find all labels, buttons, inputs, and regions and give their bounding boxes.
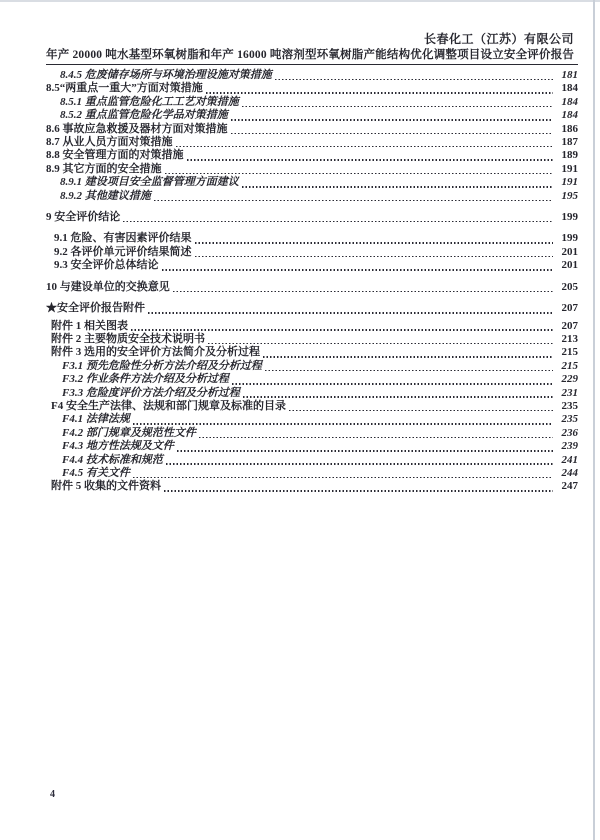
page-right-edge: [593, 0, 595, 840]
toc-entry-page-number: 213: [561, 332, 578, 345]
dot-leader: [208, 343, 553, 345]
toc-entry-page-number: 199: [561, 211, 578, 224]
toc-entry-page-number: 184: [561, 82, 578, 95]
dot-leader: [289, 410, 553, 412]
toc-entry-page-number: 235: [561, 413, 578, 426]
toc-entry-page-number: 187: [561, 136, 578, 149]
dot-leader: [173, 291, 553, 293]
toc-entry-page-number: 235: [561, 399, 578, 412]
header-report-title: 年产 20000 吨水基型环氧树脂和年产 16000 吨溶剂型环氧树脂产能结构优化调整项目设立安全评价报告: [46, 48, 578, 65]
dot-leader: [231, 119, 553, 121]
toc-entry[interactable]: [46, 467, 578, 480]
dot-leader: [164, 490, 553, 492]
table-of-contents: [46, 69, 578, 494]
toc-entry[interactable]: [46, 232, 578, 245]
toc-entry-label: 附件 3 选用的安全评价方法简介及分析过程: [51, 346, 260, 359]
toc-entry[interactable]: [46, 480, 578, 493]
toc-entry[interactable]: [46, 96, 578, 109]
toc-entry[interactable]: [46, 387, 578, 400]
toc-entry-label: 9.1 危险、有害因素评价结果: [54, 232, 192, 245]
toc-entry-label: F3.3 危险度评价方法介绍及分析过程: [62, 386, 240, 399]
toc-entry-page-number: 215: [561, 359, 578, 372]
toc-entry[interactable]: [46, 454, 578, 467]
toc-entry-page-number: 236: [561, 426, 578, 439]
toc-entry-label: F4.5 有关文件: [62, 466, 130, 479]
dot-leader: [187, 159, 554, 161]
toc-entry-label: 8.4.5 危废储存场所与环境治理设施对策措施: [60, 69, 272, 81]
toc-entry[interactable]: [46, 302, 578, 315]
dot-leader: [275, 79, 553, 81]
toc-entry[interactable]: [46, 440, 578, 453]
toc-entry-label: F4.3 地方性法规及文件: [62, 440, 174, 453]
toc-entry-page-number: 239: [561, 440, 578, 453]
dot-leader: [243, 396, 553, 398]
toc-entry[interactable]: [46, 346, 578, 359]
toc-entry-label: 附件 1 相关图表: [51, 319, 128, 332]
toc-entry-label: 附件 2 主要物质安全技术说明书: [51, 332, 205, 345]
toc-entry-page-number: 195: [561, 189, 578, 202]
toc-entry-page-number: 201: [561, 245, 578, 258]
dot-leader: [195, 242, 554, 244]
toc-entry[interactable]: [46, 136, 578, 149]
dot-leader: [199, 437, 553, 439]
dot-leader: [131, 329, 553, 331]
toc-entry[interactable]: [46, 320, 578, 333]
toc-entry-page-number: 231: [561, 386, 578, 399]
toc-entry-label: F4.1 法律法规: [62, 413, 130, 426]
toc-entry-label: 9.3 安全评价总体结论: [54, 259, 159, 272]
toc-entry[interactable]: [46, 82, 578, 95]
toc-entry-label: 8.9.1 建设项目安全监督管理方面建议: [60, 176, 239, 189]
dot-leader: [123, 221, 553, 223]
toc-entry-page-number: 191: [561, 176, 578, 189]
toc-entry-label: 8.5.2 重点监管危险化学品对策措施: [60, 109, 228, 122]
toc-entry[interactable]: [46, 190, 578, 203]
dot-leader: [166, 463, 553, 465]
toc-entry[interactable]: [46, 427, 578, 440]
toc-entry-page-number: 191: [561, 162, 578, 175]
dot-leader: [263, 356, 553, 358]
dot-leader: [176, 146, 554, 148]
dot-leader: [232, 383, 553, 385]
page-top-edge: [0, 0, 600, 2]
toc-entry-page-number: 199: [561, 232, 578, 245]
toc-entry[interactable]: [46, 413, 578, 426]
toc-entry-page-number: 229: [561, 373, 578, 386]
dot-leader: [206, 92, 553, 94]
page-content: [46, 32, 578, 494]
toc-entry[interactable]: [46, 69, 578, 82]
toc-entry-page-number: 189: [561, 149, 578, 162]
dot-leader: [242, 106, 553, 108]
toc-entry[interactable]: [46, 211, 578, 224]
dot-leader: [195, 256, 554, 258]
toc-entry-page-number: 205: [561, 280, 578, 293]
toc-entry-page-number: 215: [561, 346, 578, 359]
toc-entry-label: F3.1 预先危险性分析方法介绍及分析过程: [62, 359, 262, 372]
toc-entry-page-number: 244: [561, 466, 578, 479]
toc-entry-label: ★安全评价报告附件: [46, 302, 145, 315]
toc-entry-page-number: 186: [561, 122, 578, 135]
toc-entry-label: F4 安全生产法律、法规和部门规章及标准的目录: [51, 399, 286, 412]
toc-entry-label: F4.2 部门规章及规范性文件: [62, 426, 196, 439]
dot-leader: [162, 269, 554, 271]
toc-entry-label: F4.4 技术标准和规范: [62, 453, 163, 466]
dot-leader: [148, 312, 553, 314]
dot-leader: [242, 186, 553, 188]
dot-leader: [154, 200, 553, 202]
toc-entry-label: 8.9 其它方面的安全措施: [46, 162, 162, 175]
dot-leader: [231, 133, 554, 135]
toc-entry-label: F3.2 作业条件方法介绍及分析过程: [62, 373, 229, 386]
toc-entry[interactable]: [46, 149, 578, 162]
toc-entry-label: 8.7 从业人员方面对策措施: [46, 136, 173, 149]
toc-entry-label: 8.5“两重点一重大”方面对策措施: [46, 82, 203, 95]
toc-entry[interactable]: [46, 109, 578, 122]
toc-entry[interactable]: [46, 333, 578, 346]
toc-entry[interactable]: [46, 281, 578, 294]
toc-entry-page-number: 207: [561, 302, 578, 315]
toc-entry-label: 10 与建设单位的交换意见: [46, 280, 170, 293]
dot-leader: [133, 477, 553, 479]
footer-page-number: 4: [50, 789, 55, 800]
toc-entry-page-number: 241: [561, 453, 578, 466]
toc-entry-page-number: 201: [561, 259, 578, 272]
toc-entry[interactable]: [46, 373, 578, 386]
toc-entry[interactable]: [46, 246, 578, 259]
toc-entry[interactable]: [46, 163, 578, 176]
toc-entry-label: 8.6 事故应急救援及器材方面对策措施: [46, 122, 228, 135]
toc-entry-label: 9.2 各评价单元评价结果简述: [54, 245, 192, 258]
toc-entry-label: 9 安全评价结论: [46, 211, 121, 224]
toc-entry-page-number: 184: [561, 109, 578, 122]
dot-leader: [265, 370, 553, 372]
toc-entry[interactable]: [46, 400, 578, 413]
toc-entry-label: 8.5.1 重点监管危险化工工艺对策措施: [60, 95, 239, 108]
toc-entry[interactable]: [46, 259, 578, 272]
toc-entry[interactable]: [46, 176, 578, 189]
toc-entry[interactable]: [46, 360, 578, 373]
toc-entry-page-number: 247: [561, 480, 578, 493]
dot-leader: [133, 423, 553, 425]
header-company-name: 长春化工（江苏）有限公司: [423, 32, 574, 46]
toc-entry-page-number: 207: [561, 319, 578, 332]
toc-entry-label: 附件 5 收集的文件资料: [51, 480, 161, 493]
toc-entry-label: 8.8 安全管理方面的对策措施: [46, 149, 184, 162]
dot-leader: [165, 173, 554, 175]
toc-entry-page-number: 184: [561, 95, 578, 108]
toc-entry-label: 8.9.2 其他建议措施: [60, 189, 151, 202]
toc-entry[interactable]: [46, 123, 578, 136]
toc-entry-page-number: 181: [561, 69, 578, 81]
dot-leader: [177, 450, 553, 452]
